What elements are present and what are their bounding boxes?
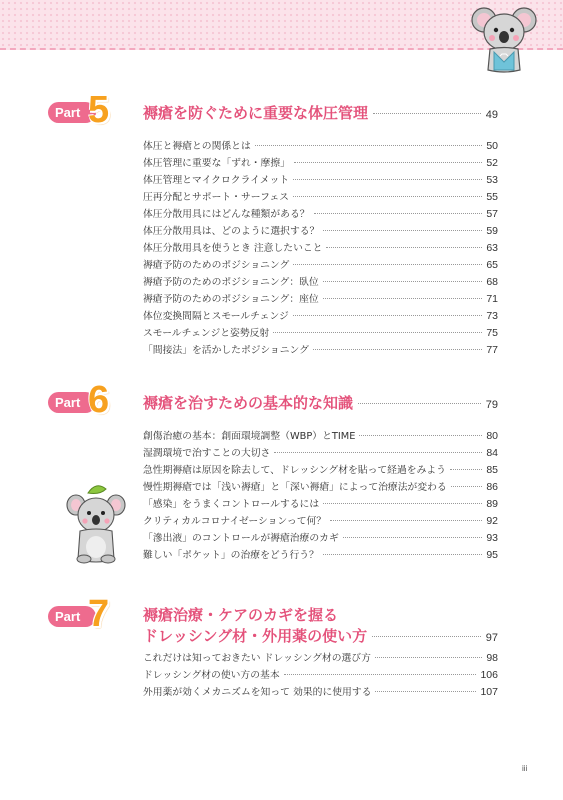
toc-item-title: 「間接法」を活かしたポジショニング	[143, 345, 309, 356]
toc-item-page: 98	[486, 652, 498, 664]
toc-item[interactable]	[143, 291, 498, 308]
dot-leader	[375, 691, 476, 692]
toc-item[interactable]	[143, 274, 498, 291]
part-title-row[interactable]	[143, 102, 498, 123]
toc-item-page: 53	[486, 174, 498, 186]
dot-leader	[284, 674, 477, 675]
part-number: 5	[88, 89, 110, 131]
toc-item-title: 褥瘡予防のためのポジショニング：臥位	[143, 277, 319, 288]
page-number: 49	[485, 109, 498, 121]
part-number: 6	[88, 379, 110, 421]
part-6-header	[48, 379, 518, 421]
toc-item-title: 褥瘡予防のためのポジショニング	[143, 260, 290, 271]
toc-item[interactable]	[143, 428, 498, 445]
toc-item-title: 体圧管理に重要な「ずれ・摩擦」	[143, 158, 290, 169]
dot-leader	[330, 520, 482, 521]
toc-item-title: ドレッシング材の使い方の基本	[143, 670, 280, 681]
part-title: ドレッシング材・外用薬の使い方	[143, 627, 368, 645]
dot-leader	[375, 657, 482, 658]
dot-leader	[323, 281, 483, 282]
toc-item-title: 急性期褥瘡は原因を除去して、ドレッシング材を貼って経過をみよう	[143, 465, 446, 476]
toc-item-page: 75	[486, 327, 498, 339]
toc-item-title: 体圧と褥瘡との関係とは	[143, 141, 251, 152]
toc-item-page: 106	[480, 669, 498, 681]
dot-leader	[293, 196, 482, 197]
toc-item-title: 体位変換間隔とスモールチェンジ	[143, 311, 289, 322]
part-label: Part	[48, 392, 96, 413]
toc-item-page: 65	[486, 259, 498, 271]
toc-item[interactable]	[143, 513, 498, 530]
toc-item[interactable]	[143, 462, 498, 479]
part-title: 褥瘡を防ぐために重要な体圧管理	[143, 104, 369, 122]
part-title-row[interactable]	[143, 625, 498, 646]
toc-item-page: 85	[486, 464, 498, 476]
part-title-row[interactable]	[143, 604, 498, 625]
toc-item-title: 圧再分配とサポート・サーフェス	[143, 192, 289, 203]
part-badge	[48, 379, 128, 421]
toc-item-page: 95	[486, 549, 498, 561]
toc-item-page: 84	[486, 447, 498, 459]
dot-leader	[293, 179, 482, 180]
toc-item[interactable]	[143, 650, 498, 667]
toc-item[interactable]	[143, 206, 498, 223]
toc-item-title: 体圧分散用具にはどんな種類がある？	[143, 209, 310, 220]
dot-leader	[323, 230, 482, 231]
toc-item-title: 「感染」をうまくコントロールするには	[143, 499, 320, 510]
footer-page-number: iii	[522, 764, 528, 773]
toc-item[interactable]	[143, 684, 498, 701]
page-number: 97	[485, 632, 498, 644]
page-number: 79	[485, 399, 498, 411]
dot-leader	[372, 636, 481, 637]
toc-item-title: 湿潤環境で治すことの大切さ	[143, 448, 271, 459]
toc-item[interactable]	[143, 257, 498, 274]
toc-item-page: 68	[486, 276, 498, 288]
part-label: Part	[48, 102, 96, 123]
toc-item[interactable]	[143, 172, 498, 189]
toc-item-title: 難しい「ポケット」の治療をどう行う？	[143, 550, 319, 561]
toc-item-title: これだけは知っておきたい ドレッシング材の選び方	[143, 653, 371, 664]
toc-item-title: 体圧管理とマイクロクライメット	[143, 175, 290, 186]
dot-leader	[343, 537, 483, 538]
toc-item-title: 体圧分散用具を使うとき 注意したいこと	[143, 243, 323, 254]
part-6-toc-list	[143, 428, 498, 564]
toc-item-page: 55	[486, 191, 498, 203]
koala-icon	[470, 4, 538, 74]
toc-item-page: 89	[486, 498, 498, 510]
toc-item[interactable]	[143, 496, 498, 513]
toc-item-title: 「滲出液」のコントロールが褥瘡治療のカギ	[143, 533, 339, 544]
toc-item-title: 創傷治癒の基本：創面環境調整（WBP）とTIME	[143, 431, 356, 442]
dot-leader	[294, 162, 482, 163]
part-title-row[interactable]	[143, 392, 498, 413]
toc-item[interactable]	[143, 547, 498, 564]
part-badge	[48, 593, 128, 635]
toc-item-page: 107	[480, 686, 498, 698]
toc-item-page: 73	[486, 310, 498, 322]
part-title: 褥瘡治療・ケアのカギを握る	[143, 606, 339, 624]
toc-item-page: 80	[486, 430, 498, 442]
toc-item-page: 63	[486, 242, 498, 254]
toc-item[interactable]	[143, 667, 498, 684]
toc-item[interactable]	[143, 189, 498, 206]
dot-leader	[314, 213, 483, 214]
dot-leader	[323, 503, 482, 504]
dot-leader	[323, 298, 483, 299]
toc-item[interactable]	[143, 155, 498, 172]
toc-item-page: 52	[486, 157, 498, 169]
toc-item[interactable]	[143, 138, 498, 155]
dot-leader	[255, 145, 483, 146]
toc-item-page: 86	[486, 481, 498, 493]
toc-item-page: 57	[486, 208, 498, 220]
koala-with-leaf-icon	[66, 483, 128, 565]
toc-item-title: 外用薬が効くメカニズムを知って 効果的に使用する	[143, 687, 372, 698]
toc-item-title: 慢性期褥瘡では「浅い褥瘡」と「深い褥瘡」によって治療法が変わる	[143, 482, 447, 493]
toc-item[interactable]	[143, 479, 498, 496]
toc-item-page: 92	[486, 515, 498, 527]
toc-item-page: 71	[486, 293, 498, 305]
toc-item-page: 77	[486, 344, 498, 356]
toc-item[interactable]	[143, 530, 498, 547]
toc-item[interactable]	[143, 223, 498, 240]
toc-item-title: 褥瘡予防のためのポジショニング：座位	[143, 294, 319, 305]
dot-leader	[293, 315, 482, 316]
toc-item[interactable]	[143, 240, 498, 257]
toc-item-title: 体圧分散用具は、どのように選択する？	[143, 226, 320, 237]
toc-item[interactable]	[143, 342, 498, 359]
dot-leader	[273, 332, 482, 333]
toc-item-page: 93	[486, 532, 498, 544]
dot-leader	[326, 247, 482, 248]
part-badge	[48, 89, 128, 131]
toc-item[interactable]	[143, 325, 498, 342]
dot-leader	[293, 264, 482, 265]
dot-leader	[451, 486, 483, 487]
part-number: 7	[88, 593, 110, 635]
toc-item-page: 59	[486, 225, 498, 237]
part-7-toc-list	[143, 650, 498, 701]
toc-item[interactable]	[143, 308, 498, 325]
toc-item-title: スモールチェンジと姿勢反射	[143, 328, 270, 339]
dot-leader	[323, 554, 482, 555]
part-title: 褥瘡を治すための基本的な知識	[143, 394, 354, 412]
part-label: Part	[48, 606, 96, 627]
dot-leader	[313, 349, 482, 350]
part-7-header	[48, 593, 518, 648]
part-5-header	[48, 89, 518, 131]
dot-leader	[274, 452, 482, 453]
toc-item-page: 50	[486, 140, 498, 152]
dot-leader	[373, 113, 481, 114]
dot-leader	[359, 435, 482, 436]
dot-leader	[358, 403, 481, 404]
toc-item[interactable]	[143, 445, 498, 462]
dot-leader	[450, 469, 482, 470]
part-5-toc-list	[143, 138, 498, 359]
toc-item-title: クリティカルコロナイゼーションって何？	[143, 516, 327, 527]
